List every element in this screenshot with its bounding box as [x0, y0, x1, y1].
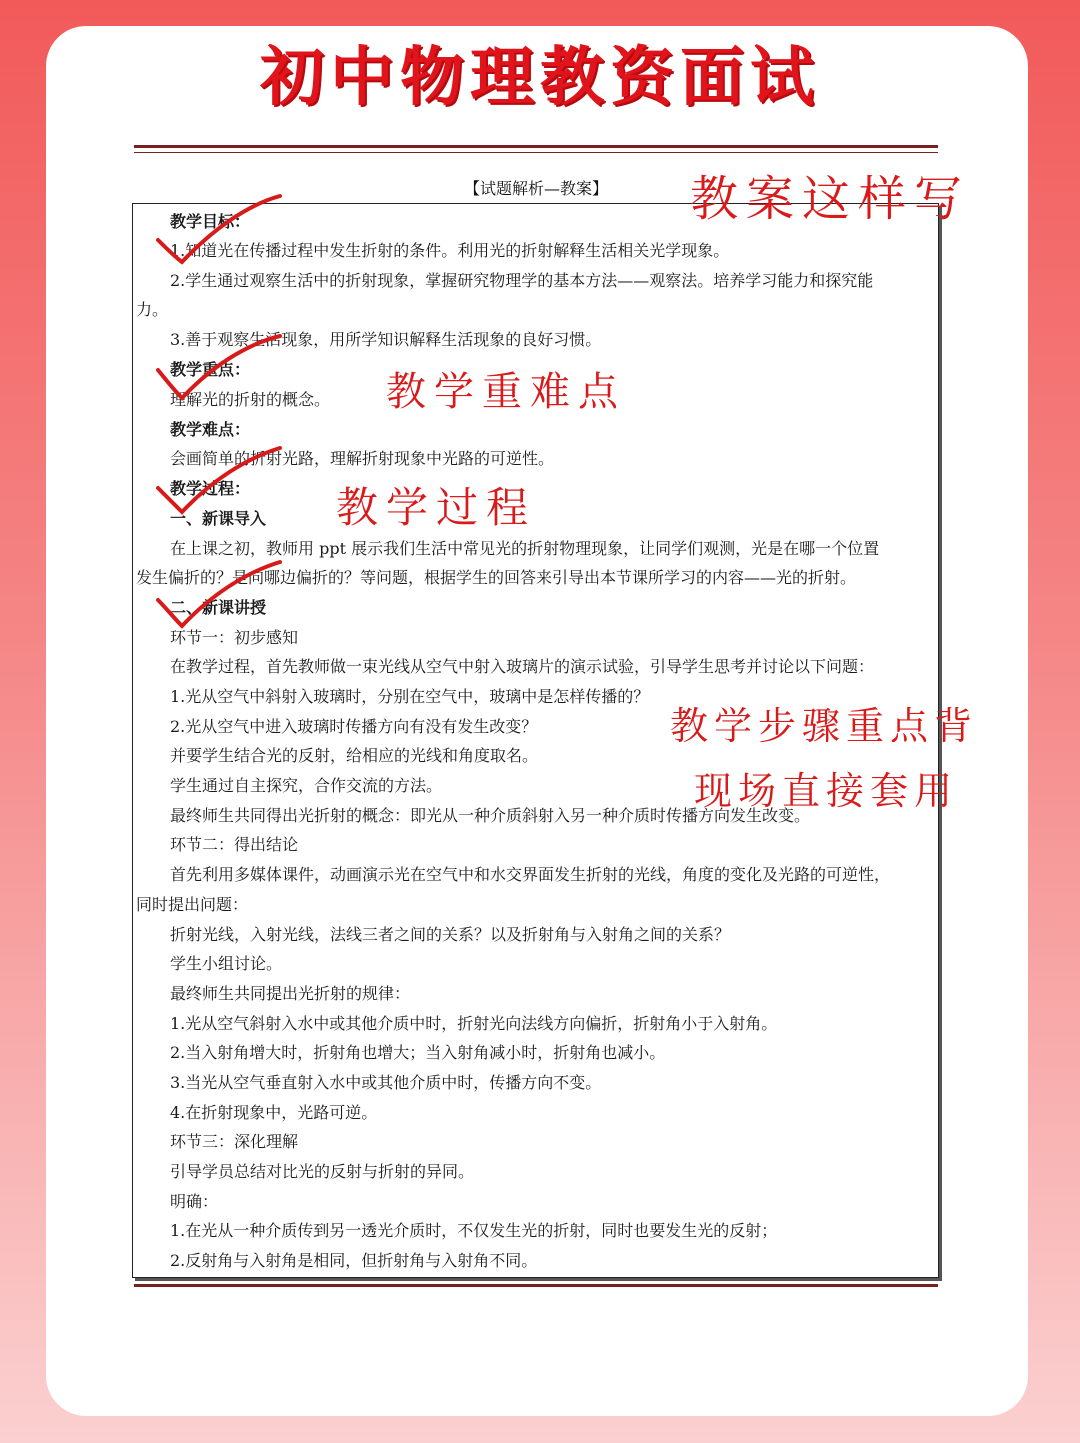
text-line: 2.学生通过观察生活中的折射现象，掌握研究物理学的基本方法——观察法。培养学习能力和探究能 — [170, 271, 874, 290]
checkmark-icon — [152, 330, 292, 410]
text-line: 环节一：初步感知 — [170, 628, 299, 647]
checkmark-icon — [152, 440, 292, 520]
text-line: 明确： — [170, 1192, 219, 1211]
bottom-divider — [134, 1284, 938, 1287]
checkmark-icon — [152, 556, 292, 636]
text-line: 学生通过自主探究，合作交流的方法。 — [170, 776, 443, 795]
text-line: 2.当入射角增大时，折射角也增大；当入射角减小时，折射角也减小。 — [170, 1043, 666, 1062]
text-line: 1.光从空气斜射入水中或其他介质中时，折射光向法线方向偏折，折射角小于入射角。 — [170, 1014, 778, 1033]
checkmark-icon — [152, 190, 292, 270]
text-line: 环节二：得出结论 — [170, 835, 299, 854]
text-line: 会画简单的折射光路，理解折射现象中光路的可逆性。 — [170, 449, 555, 468]
text-line: 引导学员总结对比光的反射与折射的异同。 — [170, 1162, 475, 1181]
text-line: 1.在光从一种介质传到另一透光介质时，不仅发生光的折射，同时也要发生光的反射； — [170, 1221, 778, 1240]
text-line: 3.当光从空气垂直射入水中或其他介质中时，传播方向不变。 — [170, 1073, 602, 1092]
text-line: 并要学生结合光的反射，给相应的光线和角度取名。 — [170, 746, 539, 765]
annotation-key-points: 教学重难点 — [386, 369, 626, 415]
text-line: 2.反射角与入射角是相同，但折射角与入射角不同。 — [170, 1251, 538, 1270]
annotation-process: 教学过程 — [336, 483, 537, 532]
annotation-lesson-plan: 教案这样写 — [690, 171, 971, 227]
top-divider-thin — [134, 152, 938, 153]
text-line: 首先利用多媒体课件，动画演示光在空气中和水交界面发生折射的光线，角度的变化及光路的可逆性， — [170, 865, 891, 884]
annotation-steps-2: 现场直接套用 — [694, 769, 959, 813]
subsection-new-lesson: 二、新课讲授 — [170, 598, 267, 617]
text-line: 最终师生共同提出光折射的规律： — [170, 984, 411, 1003]
section-heading-difficulty: 教学难点： — [170, 420, 251, 439]
text-line: 学生小组讨论。 — [170, 954, 283, 973]
top-divider — [134, 145, 938, 148]
annotation-steps-1: 教学步骤重点背 — [670, 704, 979, 748]
text-line: 在教学过程，首先教师做一束光线从空气中射入玻璃片的演示试验，引导学生思考并讨论以下问题： — [170, 657, 875, 676]
text-line: 1.光从空气中斜射入玻璃时，分别在空气中，玻璃中是怎样传播的？ — [170, 687, 650, 706]
text-line: 在上课之初，教师用 ppt 展示我们生活中常见光的折射物理现象，让同学们观测，光是在哪一个位置 — [170, 539, 880, 558]
text-line: 3.善于观察生活现象，用所学知识解释生活现象的良好习惯。 — [170, 330, 602, 349]
section-heading-process: 教学过程： — [170, 479, 251, 498]
text-line: 同时提出问题： — [136, 895, 249, 914]
subsection-intro: 一、新课导入 — [170, 509, 267, 528]
section-heading-key-point: 教学重点： — [170, 360, 251, 379]
document-header: 【试题解析—教案】 — [463, 179, 608, 198]
text-line: 发生偏折的？是向哪边偏折的？等问题，根据学生的回答来引导出本节课所学习的内容——光的折射。 — [136, 568, 857, 587]
text-line: 理解光的折射的概念。 — [170, 390, 331, 409]
text-line: 环节三：深化理解 — [170, 1132, 299, 1151]
text-line: 力。 — [136, 300, 169, 319]
section-heading-objectives: 教学目标： — [170, 212, 251, 231]
text-line: 4.在折射现象中，光路可逆。 — [170, 1103, 378, 1122]
page-title: 初中物理教资面试 — [260, 41, 820, 115]
text-line: 2.光从空气中进入玻璃时传播方向有没有发生改变？ — [170, 717, 538, 736]
text-line: 1.知道光在传播过程中发生折射的条件。利用光的折射解释生活相关光学现象。 — [170, 241, 730, 260]
text-line: 最终师生共同得出光折射的概念：即光从一种介质斜射入另一种介质时传播方向发生改变。 — [170, 806, 811, 825]
text-line: 折射光线，入射光线，法线三者之间的关系？以及折射角与入射角之间的关系？ — [170, 925, 731, 944]
